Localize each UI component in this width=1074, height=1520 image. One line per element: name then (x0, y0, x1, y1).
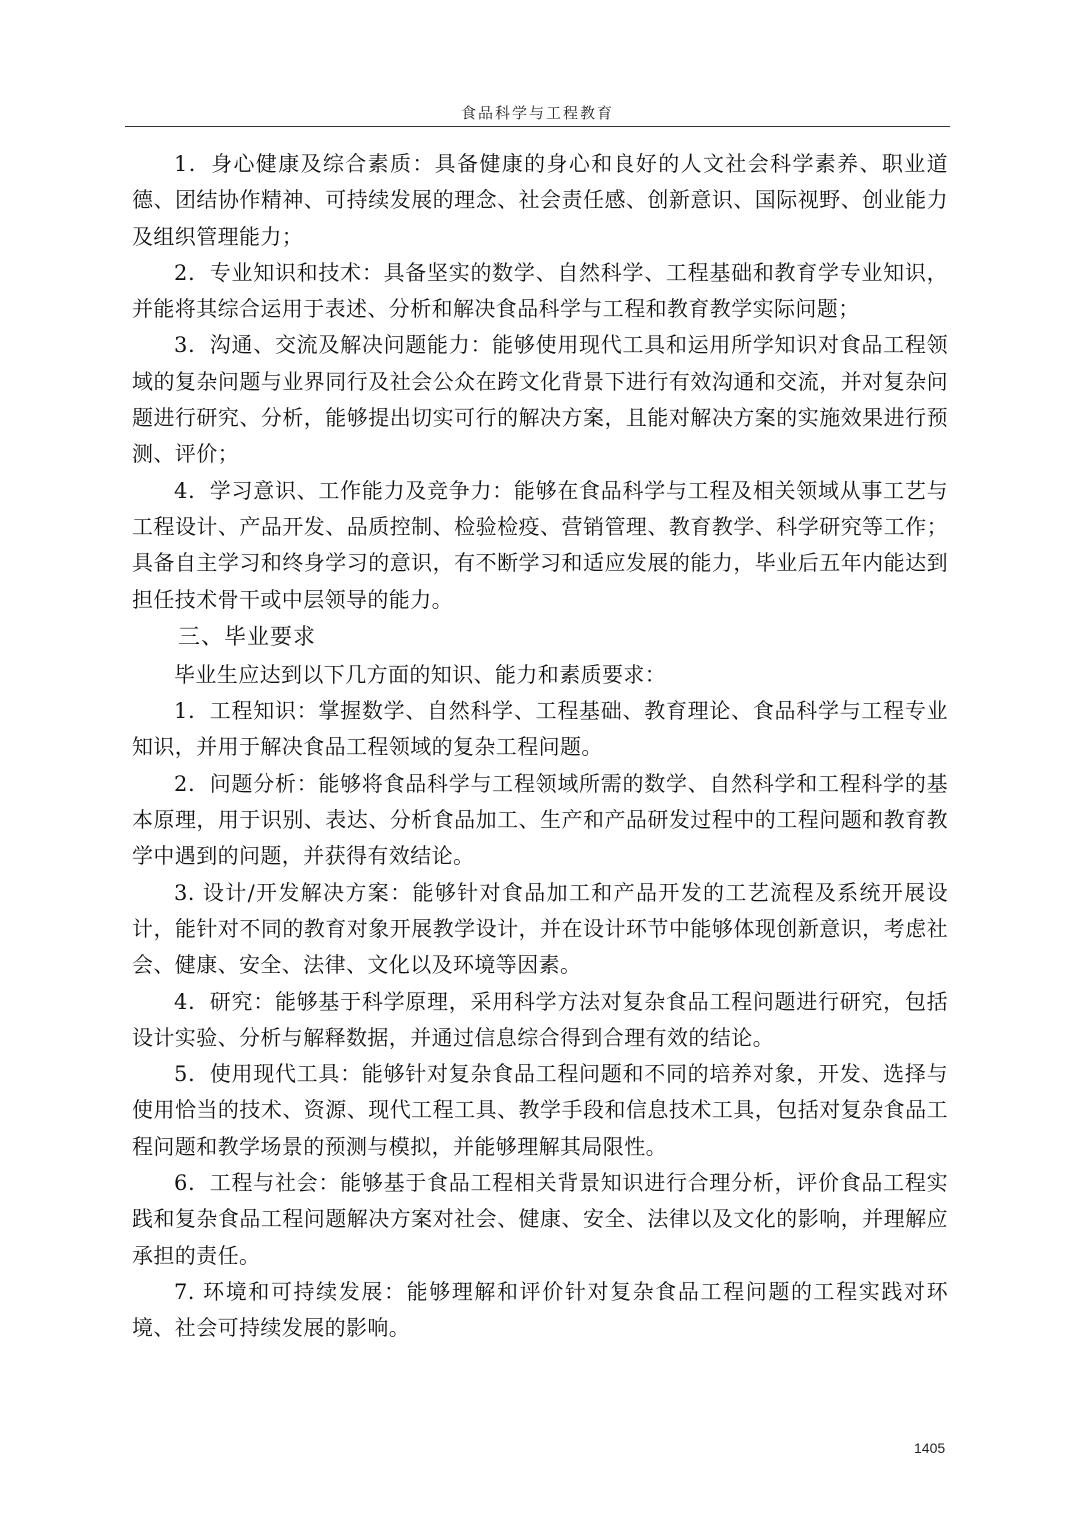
requirement-item-2: 2．问题分析：能够将食品科学与工程领域所需的数学、自然科学和工程科学的基本原理，用于识别、表达、分析食品加工、生产和产品研发过程中的工程问题和教育教学中遇到的问题，并获得有效结论。 (132, 771, 948, 869)
objective-paragraph-2: 2．专业知识和技术：具备坚实的数学、自然科学、工程基础和教育学专业知识，并能将其综合运用于表述、分析和解决食品科学与工程和教育教学实际问题； (132, 260, 948, 322)
requirement-item-5: 5．使用现代工具：能够针对复杂食品工程问题和不同的培养对象，开发、选择与使用恰当的技术、资源、现代工程工具、教学手段和信息技术工具，包括对复杂食品工程问题和教学场景的预测与模拟，并能够理解其局限性。 (132, 1062, 948, 1159)
page-number: 1405 (914, 1440, 946, 1456)
requirement-item-7: 7. 环境和可持续发展：能够理解和评价针对复杂食品工程问题的工程实践对环境、社会可持续发展的影响。 (132, 1279, 948, 1341)
running-header: 食品科学与工程教育 (125, 102, 950, 127)
requirement-item-6: 6．工程与社会：能够基于食品工程相关背景知识进行合理分析，评价食品工程实践和复杂食品工程问题解决方案对社会、健康、安全、法律以及文化的影响，并理解应承担的责任。 (132, 1171, 948, 1268)
page-body (132, 146, 948, 1347)
requirement-item-4: 4．研究：能够基于科学原理，采用科学方法对复杂食品工程问题进行研究，包括设计实验、分析与解释数据，并通过信息综合得到合理有效的结论。 (132, 989, 948, 1050)
requirement-item-3: 3. 设计/开发解决方案：能够针对食品加工和产品开发的工艺流程及系统开展设计，能针对不同的教育对象开展教学设计，并在设计环节中能够体现创新意识，考虑社会、健康、安全、法律、文化以及环境等因素。 (132, 880, 948, 978)
objective-paragraph-4: 4．学习意识、工作能力及竞争力：能够在食品科学与工程及相关领域从事工艺与工程设计、产品开发、品质控制、检验检疫、营销管理、教育教学、科学研究等工作；具备自主学习和终身学习的意识，有不断学习和适应发展的能力，毕业后五年内能达到担任技术骨干或中层领导的能力。 (132, 478, 948, 612)
objective-paragraph-3: 3．沟通、交流及解决问题能力：能够使用现代工具和运用所学知识对食品工程领域的复杂问题与业界同行及社会公众在跨文化背景下进行有效沟通和交流，并对复杂问题进行研究、分析，能够提出切实可行的解决方案，且能对解决方案的实施效果进行预测、评价； (132, 333, 948, 467)
section-intro: 毕业生应达到以下几方面的知识、能力和素质要求： (174, 662, 667, 687)
requirement-item-1: 1．工程知识：掌握数学、自然科学、工程基础、教育理论、食品科学与工程专业知识，并用于解决食品工程领域的复杂工程问题。 (132, 699, 948, 760)
objective-paragraph-1: 1．身心健康及综合素质：具备健康的身心和良好的人文社会科学素养、职业道德、团结协作精神、可持续发展的理念、社会责任感、创新意识、国际视野、创业能力及组织管理能力； (132, 152, 948, 249)
section-heading: 三、毕业要求 (178, 624, 317, 650)
